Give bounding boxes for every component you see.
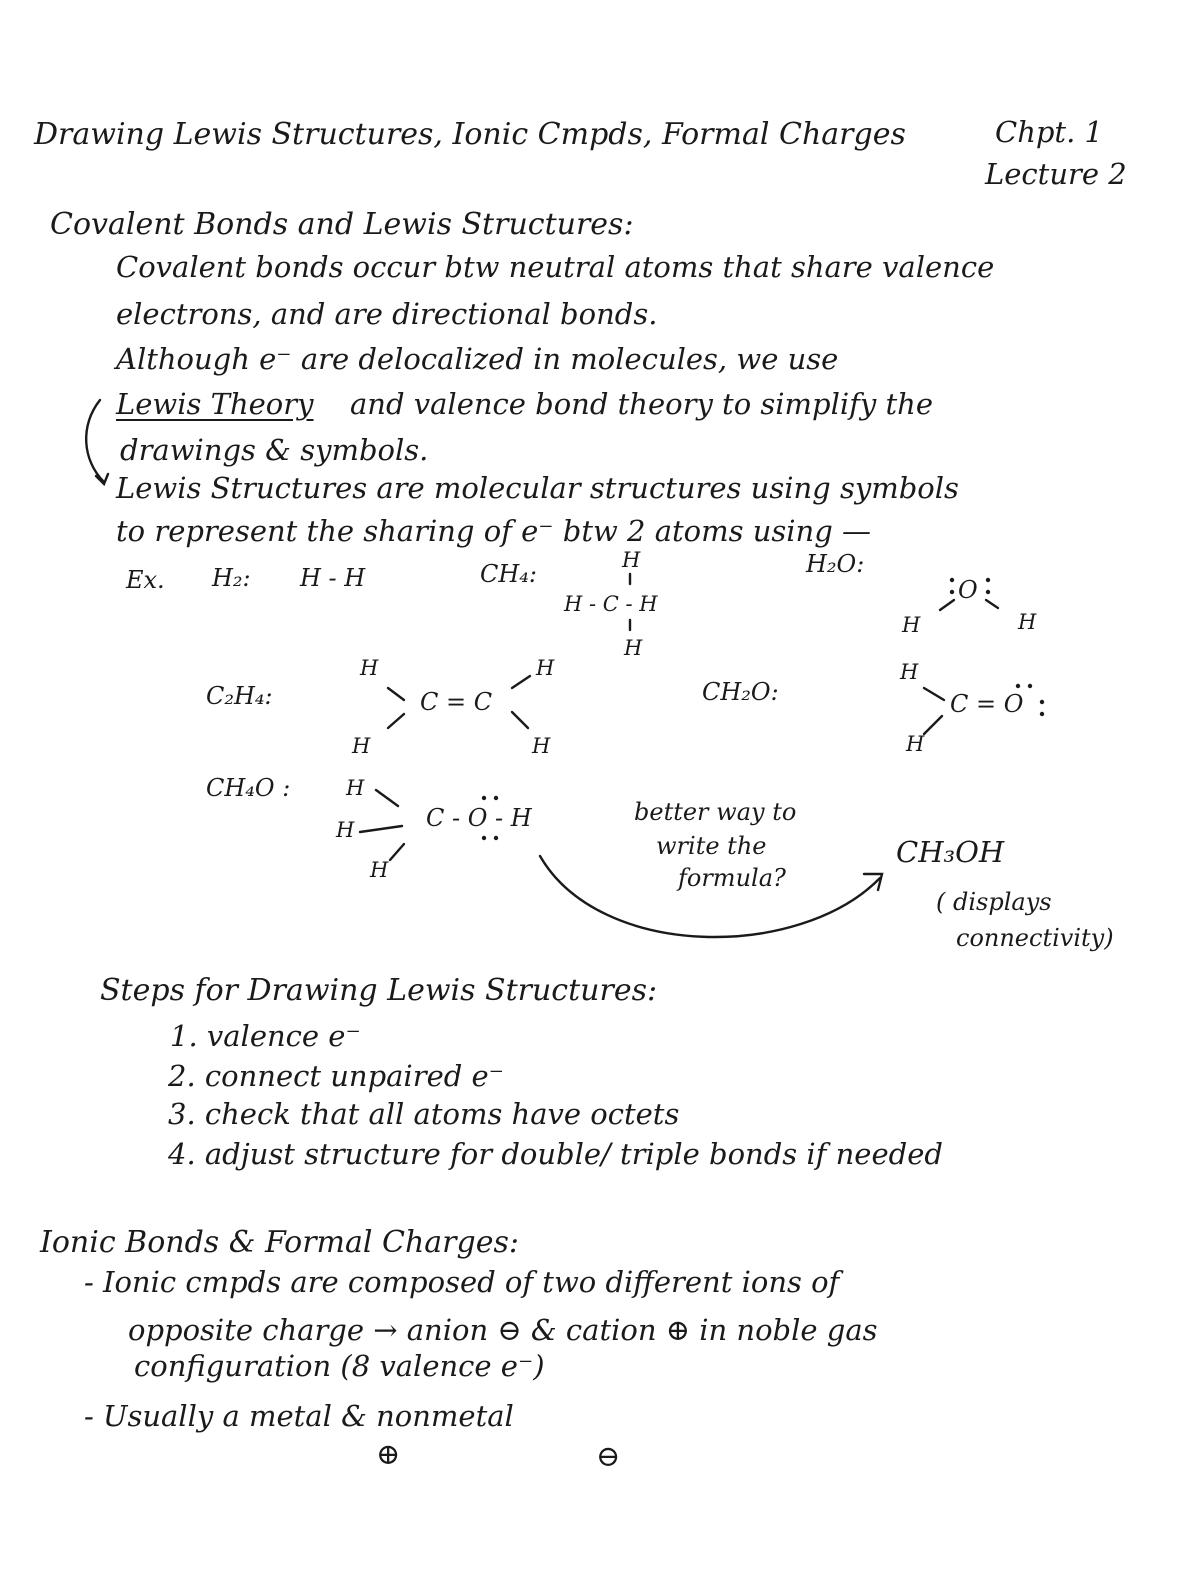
ch4o-lone-pair-dot: [494, 796, 498, 800]
ch4o-h-top: H: [346, 776, 365, 800]
ch2o-h-top: H: [900, 660, 919, 684]
lewis-theory-term: Lewis Theory: [116, 387, 314, 421]
ch4-h-top: H: [622, 548, 641, 572]
ch2o-h-bottom: H: [906, 732, 925, 756]
covalent-line-1: Covalent bonds occur btw neutral atoms that share valence: [116, 250, 995, 284]
note-line-2: write the: [656, 832, 767, 860]
condensed-formula: CH₃OH: [896, 835, 1005, 869]
c2h4-center: C = C: [420, 688, 493, 716]
h2-structure: H - H: [300, 564, 366, 592]
ionic-line-1: - Ionic cmpds are composed of two different ions of: [84, 1265, 840, 1299]
ch4o-chain: C - O - H: [426, 804, 532, 832]
covalent-line-5: drawings & symbols.: [120, 433, 429, 467]
covalent-line-7: to represent the sharing of e⁻ btw 2 atoms using —: [116, 514, 872, 548]
h2o-lone-pair-dot: [950, 590, 954, 594]
lecture-label: Lecture 2: [985, 157, 1127, 191]
ionic-heading: Ionic Bonds & Formal Charges:: [40, 1225, 519, 1260]
ch4o-bond-3: [390, 844, 404, 860]
ch2o-center: C = O: [950, 690, 1024, 718]
example-label: Ex.: [126, 566, 165, 594]
ch4-middle: H - C - H: [564, 592, 658, 616]
ch4o-bond-1: [376, 790, 398, 806]
covalent-heading: Covalent Bonds and Lewis Structures:: [50, 207, 634, 242]
steps-heading: Steps for Drawing Lewis Structures:: [100, 973, 658, 1008]
ch4-h-bottom: H: [624, 636, 643, 660]
h2o-label: H₂O:: [806, 550, 865, 578]
ch4o-h-bottom: H: [370, 858, 389, 882]
metal-charge-sign: ⊕: [376, 1437, 401, 1471]
page-title: Drawing Lewis Structures, Ionic Cmpds, Formal Charges: [34, 117, 906, 152]
h2o-bond-right: [986, 600, 998, 608]
ionic-line-4: - Usually a metal & nonmetal: [84, 1399, 514, 1433]
formula-arrowhead: [864, 874, 882, 890]
margin-bracket: [86, 400, 104, 482]
formula-arrow: [540, 856, 880, 937]
ch4o-h-middle: H: [336, 818, 355, 842]
ch4o-label: CH₄O :: [206, 774, 291, 802]
ch2o-lone-pair-dot: [1040, 700, 1044, 704]
c2h4-bond-bottom-right: [512, 712, 528, 728]
h2o-bond-left: [940, 600, 954, 610]
covalent-line-4: and valence bond theory to simplify the: [350, 387, 933, 421]
step-4: 4. adjust structure for double/ triple bonds if needed: [168, 1137, 943, 1171]
c2h4-h-top-left: H: [360, 656, 379, 680]
formula-note-2: connectivity): [956, 924, 1114, 952]
c2h4-label: C₂H₄:: [206, 682, 273, 710]
ionic-line-2: opposite charge → anion ⊖ & cation ⊕ in noble gas: [128, 1313, 878, 1347]
c2h4-h-bottom-left: H: [352, 734, 371, 758]
ch4o-lone-pair-dot: [482, 796, 486, 800]
h2o-h-left: H: [902, 613, 921, 637]
h2o-lone-pair-dot: [986, 590, 990, 594]
c2h4-bond-top-right: [512, 676, 530, 688]
c2h4-h-top-right: H: [536, 656, 555, 680]
ch4-label: CH₄:: [480, 560, 537, 588]
ch4o-bond-2: [360, 826, 402, 832]
covalent-line-3: Although e⁻ are delocalized in molecules, we use: [116, 342, 839, 376]
h2-label: H₂:: [212, 564, 251, 592]
h2o-oxygen: O: [958, 576, 978, 604]
step-1: 1. valence e⁻: [170, 1019, 361, 1053]
c2h4-bond-bottom-left: [388, 714, 404, 728]
formula-note-1: ( displays: [936, 888, 1052, 916]
covalent-line-6: Lewis Structures are molecular structures using symbols: [116, 471, 959, 505]
ch2o-lone-pair-dot: [1040, 712, 1044, 716]
step-3: 3. check that all atoms have octets: [168, 1097, 680, 1131]
h2o-lone-pair-dot: [950, 578, 954, 582]
ionic-line-3: configuration (8 valence e⁻): [134, 1349, 545, 1383]
ch2o-label: CH₂O:: [702, 678, 779, 706]
h2o-h-right: H: [1018, 610, 1037, 634]
step-2: 2. connect unpaired e⁻: [168, 1059, 504, 1093]
note-line-3: formula?: [678, 864, 786, 892]
ch2o-bond-top: [924, 688, 944, 700]
h2o-lone-pair-dot: [986, 578, 990, 582]
nonmetal-charge-sign: ⊖: [596, 1439, 621, 1473]
note-line-1: better way to: [634, 798, 797, 826]
chapter-label: Chpt. 1: [995, 115, 1103, 149]
ch2o-lone-pair-dot: [1016, 684, 1020, 688]
ch2o-bond-bottom: [924, 716, 942, 734]
ch4o-lone-pair-dot: [482, 836, 486, 840]
c2h4-h-bottom-right: H: [532, 734, 551, 758]
covalent-line-2: electrons, and are directional bonds.: [116, 297, 658, 331]
c2h4-bond-top-left: [388, 688, 404, 700]
ch4o-lone-pair-dot: [494, 836, 498, 840]
ch2o-lone-pair-dot: [1028, 684, 1032, 688]
